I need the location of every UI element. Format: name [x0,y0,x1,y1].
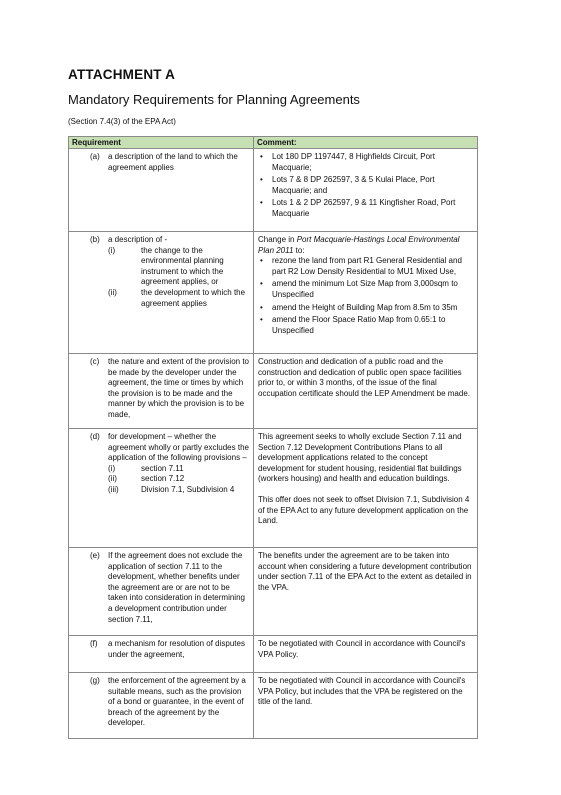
table-header-row [69,137,478,149]
list-item: • Lot 180 DP 1197447, 8 Highfields Circuit, Port Macquarie; [258,152,473,173]
comment-cell [254,149,478,232]
sub-item [108,464,249,475]
comment-cell [254,548,478,636]
sub-item [69,288,249,309]
list-item: • Lots 1 & 2 DP 262597, 9 & 11 Kingfisher Road, Port Macquarie [258,198,473,219]
requirement-cell [69,429,254,548]
list-item: • amend the minimum Lot Size Map from 3,000sqm to Unspecified [258,279,473,300]
comment-intro-prefix: Change in [258,235,297,244]
comment-intro [258,235,473,256]
sub-item-number: (i) [108,245,116,255]
comment-intro-suffix: to: [293,245,305,255]
comment-cell [254,232,478,354]
row-letter: (d) [90,432,100,441]
requirements-table [68,136,478,739]
requirement-text: a mechanism for resolution of disputes under the agreement, [108,639,245,659]
requirement-text: a description of the land to which the agreement applies [108,152,238,172]
table-row [69,149,478,232]
table-row [69,673,478,739]
comment-text: To be negotiated with Council in accordance with Council's VPA Policy, but includes that the VPA be registered on the title of the land. [258,676,466,707]
row-letter: (e) [90,551,100,560]
requirement-cell [69,354,254,429]
comment-bullet-list [258,256,473,336]
sub-item [108,485,249,496]
requirement-text: If the agreement does not exclude the application of section 7.11 to the development, whether benefits under the agreement are or are not to be taken into consideration in determining a development contribution under section 7.11, [108,551,245,624]
comment-cell [254,429,478,548]
table-row [69,354,478,429]
requirement-cell [69,548,254,636]
row-letter: (f) [90,639,98,648]
sub-item-number: (iii) [108,484,119,494]
comment-cell [254,673,478,739]
list-item: • Lots 7 & 8 DP 262597, 3 & 5 Kulai Place, Port Macquarie; and [258,175,473,196]
sub-item-number: (ii) [108,287,117,297]
requirement-column-header: Requirement [69,137,254,149]
comment-cell [254,636,478,673]
requirement-text: for development – whether the agreement wholly or partly excludes the application of the following provisions – [108,432,249,463]
list-item: • amend the Height of Building Map from 8.5m to 35m [258,303,473,314]
page-title: ATTACHMENT A [68,67,176,82]
comment-column-header: Comment: [254,137,478,149]
sub-item-text: section 7.12 [141,474,185,484]
comment-text: Construction and dedication of a public road and the construction and dedication of public open space facilities prior to, or within 3 months, of the issue of the final occupation certificate should the LEP Amendment be made. [258,357,470,398]
comment-cell [254,354,478,429]
sub-item-text: Division 7.1, Subdivision 4 [141,484,235,494]
table-row [69,232,478,354]
section-reference: (Section 7.4(3) of the EPA Act) [68,117,176,126]
list-item: • amend the Floor Space Ratio Map from 0.65:1 to Unspecified [258,315,473,336]
requirement-cell [69,636,254,673]
row-letter: (a) [90,152,100,161]
sub-item-text: the development to which the agreement applies [141,287,246,308]
table-row [69,548,478,636]
page-subtitle: Mandatory Requirements for Planning Agreements [68,92,360,107]
requirement-cell [69,149,254,232]
sub-item-number: (i) [108,463,116,473]
sub-item [69,246,249,288]
requirement-text: the nature and extent of the provision to be made by the developer under the agreement, the time or times by which the provision is to be made and the manner by which the provision is to be made, [108,357,249,419]
comment-text: To be negotiated with Council in accordance with Council's VPA Policy. [258,639,466,659]
sub-item-text: the change to the environmental planning instrument to which the agreement applies, or [141,245,224,287]
comment-text: This agreement seeks to wholly exclude Section 7.11 and Section 7.12 Development Contributions Plans to all development applications related to the concept development for student housing, residential flat buildings (workers housing) and health and education buildings. [258,432,462,484]
requirement-text: a description of - [108,235,168,244]
plan-name: Port Macquarie-Hastings Local Environmental Plan 2011 [258,235,460,255]
row-letter: (b) [90,235,100,244]
comment-text: The benefits under the agreement are to be taken into account when considering a future development contribution under section 7.11 of the EPA Act to the extent as detailed in the VPA. [258,551,472,592]
row-letter: (g) [90,676,100,685]
comment-bullet-list [258,152,473,220]
row-letter: (c) [90,357,100,366]
requirement-text: the enforcement of the agreement by a suitable means, such as the provision of a bond or guarantee, in the event of breach of the agreement by the developer. [108,676,246,728]
requirement-cell [69,232,254,354]
requirement-cell [69,673,254,739]
comment-text: This offer does not seek to offset Division 7.1, Subdivision 4 of the EPA Act to any future development application on the Land. [258,494,470,526]
sub-item-text: section 7.11 [141,463,184,473]
sub-item [108,474,249,485]
table-row [69,429,478,548]
sub-item-number: (ii) [108,474,117,484]
list-item: • rezone the land from part R1 General Residential and part R2 Low Density Residential to MU1 Mixed Use, [258,256,473,277]
table-row [69,636,478,673]
